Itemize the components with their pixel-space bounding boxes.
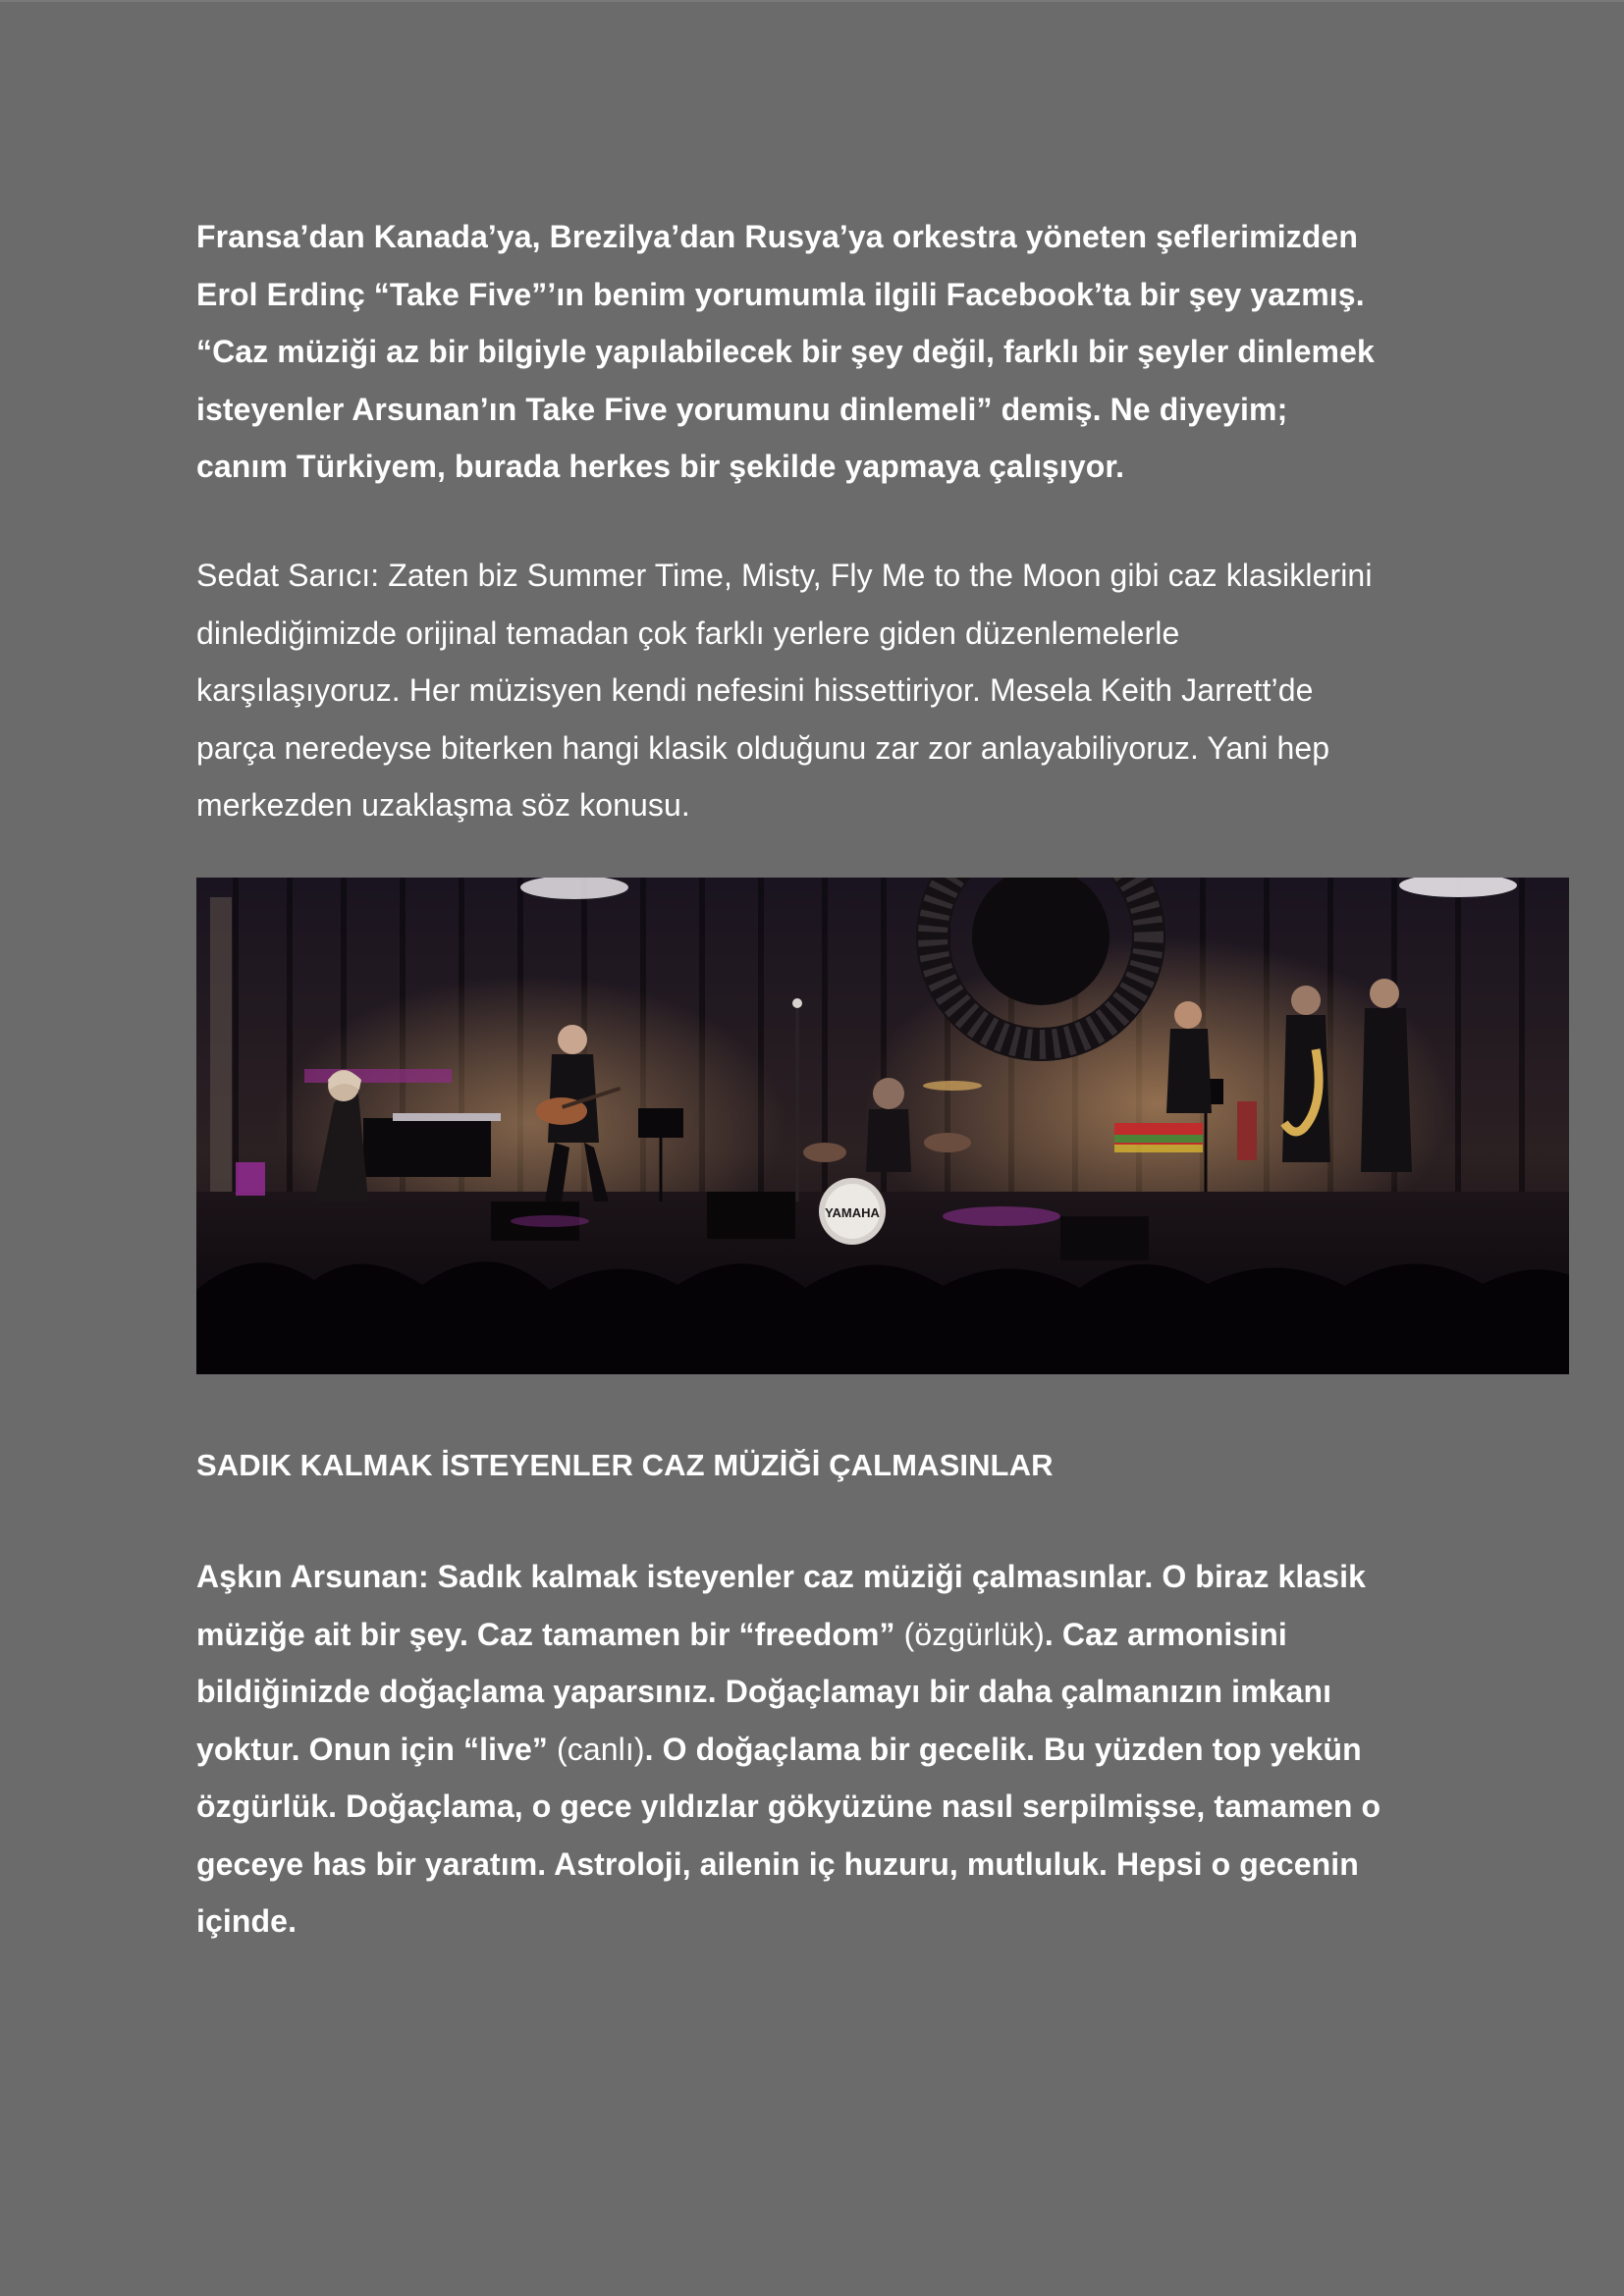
text-line: parça neredeyse biterken hangi klasik olduğunu zar zor anlayabiliyoruz. Yani hep	[196, 729, 1330, 766]
text-line: merkezden uzaklaşma söz konusu.	[196, 787, 690, 823]
text-segment: . Caz armonisini	[1044, 1616, 1287, 1652]
text-line: Sedat Sarıcı: Zaten biz Summer Time, Misty, Fly Me to the Moon gibi caz klasiklerini	[196, 558, 1373, 593]
text-line: içinde.	[196, 1903, 298, 1939]
paragraph-askin-arsunan	[196, 1548, 1453, 1950]
text-segment: yoktur. Onun için “live”	[196, 1731, 558, 1767]
text-line: Fransa’dan Kanada’ya, Brezilya’dan Rusya’ya orkestra yöneten şeflerimizden	[196, 219, 1358, 254]
translation-text: (özgürlük)	[903, 1616, 1045, 1652]
text-line: karşılaşıyoruz. Her müzisyen kendi nefesini hissettiriyor. Mesela Keith Jarrett’de	[196, 672, 1314, 708]
paragraph-erol-erdinc-quote	[196, 208, 1453, 496]
section-heading: SADIK KALMAK İSTEYENLER CAZ MÜZİĞİ ÇALMASINLAR	[196, 1448, 1054, 1482]
text-line: isteyenler Arsunan’ın Take Five yorumunu dinlemeli” demiş. Ne diyeyim;	[196, 391, 1288, 427]
text-line	[196, 1721, 1453, 1779]
paragraph-sedat-sarici	[196, 547, 1453, 834]
text-line: özgürlük. Doğaçlama, o gece yıldızlar gökyüzüne nasıl serpilmişse, tamamen o	[196, 1789, 1381, 1824]
text-line: canım Türkiyem, burada herkes bir şekilde yapmaya çalışıyor.	[196, 449, 1125, 484]
text-line: Erol Erdinç “Take Five”’ın benim yorumumla ilgili Facebook’ta bir şey yazmış.	[196, 276, 1365, 312]
text-segment: müziğe ait bir şey. Caz tamamen bir “freedom”	[196, 1616, 904, 1652]
text-segment: . O doğaçlama bir gecelik. Bu yüzden top yekün	[644, 1731, 1362, 1767]
text-line	[196, 1606, 1453, 1664]
text-line: geceye has bir yaratım. Astroloji, ailenin iç huzuru, mutluluk. Hepsi o gecenin	[196, 1845, 1359, 1882]
drum-brand-label: YAMAHA	[825, 1205, 880, 1220]
text-line: “Caz müziği az bir bilgiyle yapılabilecek bir şey değil, farklı bir şeyler dinlemek	[196, 334, 1375, 369]
text-line: dinlediğimizde orijinal temadan çok farklı yerlere giden düzenlemelerle	[196, 614, 1180, 651]
text-line: bildiğinizde doğaçlama yaparsınız. Doğaçlamayı bir daha çalmanızın imkanı	[196, 1674, 1332, 1709]
text-line: Aşkın Arsunan: Sadık kalmak isteyenler caz müziği çalmasınlar. O biraz klasik	[196, 1559, 1367, 1594]
translation-text: (canlı)	[557, 1731, 645, 1767]
concert-stage-photo	[196, 878, 1569, 1374]
